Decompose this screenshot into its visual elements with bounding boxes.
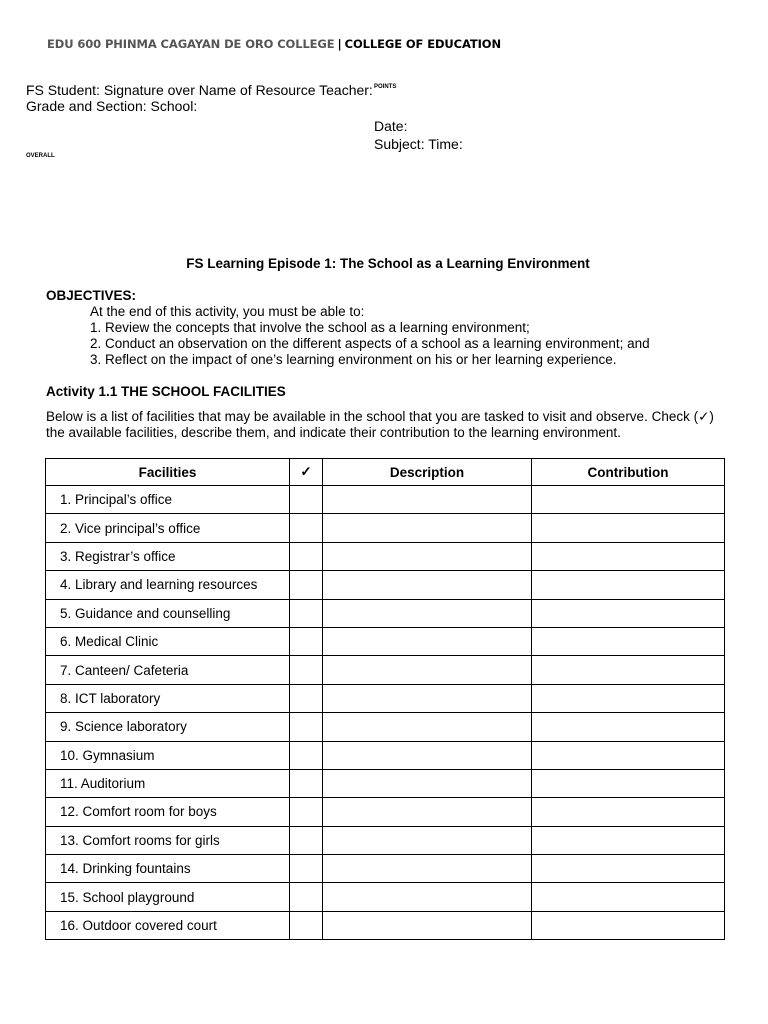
check-cell[interactable]	[290, 911, 323, 939]
description-cell[interactable]	[323, 684, 532, 712]
student-info-fields: FS Student: Signature over Name of Resource Teacher: Grade and Section: School:	[26, 82, 373, 114]
contribution-cell[interactable]	[532, 571, 725, 599]
header-separator: |	[337, 37, 342, 51]
contribution-cell[interactable]	[532, 486, 725, 514]
description-cell[interactable]	[323, 599, 532, 627]
contribution-cell[interactable]	[532, 741, 725, 769]
header-check: ✓	[290, 459, 323, 486]
check-cell[interactable]	[290, 486, 323, 514]
check-cell[interactable]	[290, 571, 323, 599]
check-cell[interactable]	[290, 855, 323, 883]
contribution-cell[interactable]	[532, 798, 725, 826]
description-cell[interactable]	[323, 656, 532, 684]
table-row	[46, 656, 725, 684]
document-header	[47, 37, 501, 51]
contribution-cell[interactable]	[532, 911, 725, 939]
description-cell[interactable]	[323, 713, 532, 741]
check-cell[interactable]	[290, 599, 323, 627]
facility-name: 7. Canteen/ Cafeteria	[46, 656, 290, 684]
facility-name: 5. Guidance and counselling	[46, 599, 290, 627]
description-cell[interactable]	[323, 798, 532, 826]
header-contribution: Contribution	[532, 459, 725, 486]
facility-name: 14. Drinking fountains	[46, 855, 290, 883]
check-cell[interactable]	[290, 741, 323, 769]
table-row	[46, 684, 725, 712]
check-cell[interactable]	[290, 798, 323, 826]
episode-title: FS Learning Episode 1: The School as a Learning Environment	[186, 256, 590, 271]
table-row	[46, 826, 725, 854]
facility-name: 9. Science laboratory	[46, 713, 290, 741]
objectives-intro: At the end of this activity, you must be able to:	[90, 304, 365, 319]
table-row	[46, 514, 725, 542]
objectives-heading: OBJECTIVES:	[46, 288, 137, 303]
contribution-cell[interactable]	[532, 826, 725, 854]
facility-name: 6. Medical Clinic	[46, 627, 290, 655]
description-cell[interactable]	[323, 514, 532, 542]
description-cell[interactable]	[323, 855, 532, 883]
contribution-cell[interactable]	[532, 599, 725, 627]
check-cell[interactable]	[290, 883, 323, 911]
description-cell[interactable]	[323, 486, 532, 514]
description-cell[interactable]	[323, 741, 532, 769]
description-cell[interactable]	[323, 826, 532, 854]
check-cell[interactable]	[290, 627, 323, 655]
objective-item: 1. Review the concepts that involve the school as a learning environment;	[90, 320, 530, 335]
overall-label: OVERALL	[26, 153, 55, 159]
facility-name: 2. Vice principal’s office	[46, 514, 290, 542]
facility-name: 8. ICT laboratory	[46, 684, 290, 712]
header-description: Description	[323, 459, 532, 486]
check-cell[interactable]	[290, 656, 323, 684]
contribution-cell[interactable]	[532, 883, 725, 911]
activity-description: Below is a list of facilities that may be available in the school that you are tasked to visit and observe. Check (✓) the available facilities, describe them, and indicate their contribution to the learning environment.	[46, 409, 714, 440]
facility-name: 1. Principal’s office	[46, 486, 290, 514]
date-label: Date:	[374, 118, 408, 134]
table-row	[46, 542, 725, 570]
header-facilities: Facilities	[46, 459, 290, 486]
contribution-cell[interactable]	[532, 627, 725, 655]
contribution-cell[interactable]	[532, 713, 725, 741]
table-row	[46, 627, 725, 655]
contribution-cell[interactable]	[532, 542, 725, 570]
table-row	[46, 855, 725, 883]
subject-time-label: Subject: Time:	[374, 136, 463, 152]
table-row	[46, 769, 725, 797]
description-cell[interactable]	[323, 571, 532, 599]
facility-name: 11. Auditorium	[46, 769, 290, 797]
description-cell[interactable]	[323, 627, 532, 655]
table-row	[46, 741, 725, 769]
institution-name: EDU 600 PHINMA CAGAYAN DE ORO COLLEGE	[47, 37, 335, 51]
table-row	[46, 713, 725, 741]
facility-name: 10. Gymnasium	[46, 741, 290, 769]
facility-name: 16. Outdoor covered court	[46, 911, 290, 939]
description-cell[interactable]	[323, 769, 532, 797]
activity-heading: Activity 1.1 THE SCHOOL FACILITIES	[46, 384, 286, 399]
check-cell[interactable]	[290, 514, 323, 542]
points-label: POINTS	[374, 84, 397, 90]
facility-name: 15. School playground	[46, 883, 290, 911]
check-cell[interactable]	[290, 769, 323, 797]
contribution-cell[interactable]	[532, 656, 725, 684]
check-cell[interactable]	[290, 826, 323, 854]
table-row	[46, 883, 725, 911]
table-row	[46, 571, 725, 599]
objectives-list	[90, 320, 650, 369]
table-header-row	[46, 459, 725, 486]
facility-name: 3. Registrar’s office	[46, 542, 290, 570]
check-cell[interactable]	[290, 684, 323, 712]
table-row	[46, 798, 725, 826]
description-cell[interactable]	[323, 911, 532, 939]
table-row	[46, 486, 725, 514]
table-row	[46, 911, 725, 939]
contribution-cell[interactable]	[532, 684, 725, 712]
objective-item: 3. Reflect on the impact of one’s learning environment on his or her learning experience.	[90, 352, 617, 368]
contribution-cell[interactable]	[532, 855, 725, 883]
contribution-cell[interactable]	[532, 769, 725, 797]
check-cell[interactable]	[290, 713, 323, 741]
description-cell[interactable]	[323, 542, 532, 570]
table-row	[46, 599, 725, 627]
facility-name: 4. Library and learning resources	[46, 571, 290, 599]
objective-item: 2. Conduct an observation on the different aspects of a school as a learning environment; and	[90, 336, 650, 352]
facility-name: 13. Comfort rooms for girls	[46, 826, 290, 854]
facilities-table	[45, 458, 725, 940]
facility-name: 12. Comfort room for boys	[46, 798, 290, 826]
check-cell[interactable]	[290, 542, 323, 570]
description-cell[interactable]	[323, 883, 532, 911]
college-name: COLLEGE OF EDUCATION	[344, 37, 502, 51]
contribution-cell[interactable]	[532, 514, 725, 542]
